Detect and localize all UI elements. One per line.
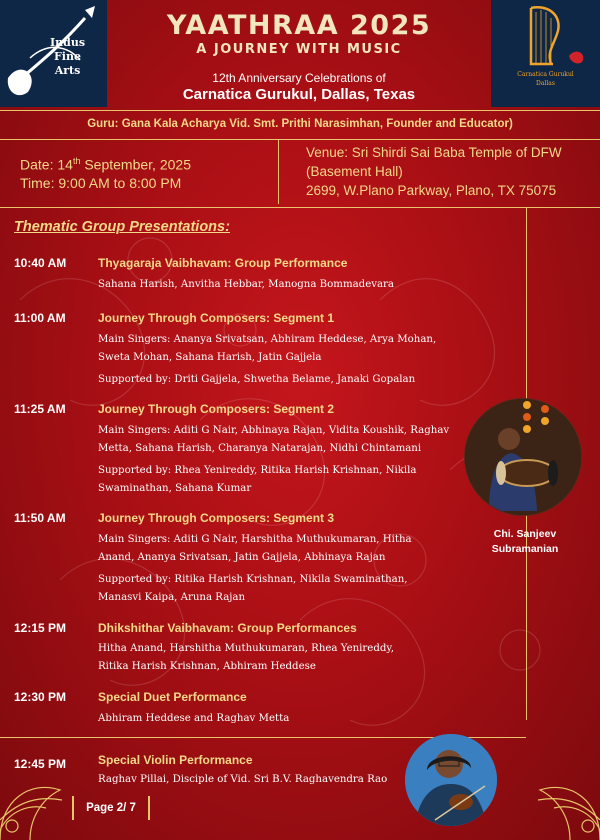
event-5-line-1: Hitha Anand, Harshitha Muthukumaran, Rhea Yenireddy, (98, 643, 395, 654)
event-title-2: Journey Through Composers: Segment 1 (98, 311, 335, 325)
event-date (20, 156, 191, 173)
corner-mandala-right-icon (530, 760, 600, 840)
event-title-1: Thyagaraja Vaibhavam: Group Performance (98, 256, 348, 270)
info-separator (278, 140, 279, 204)
logo-left-line-1: Indus (49, 36, 86, 49)
event-7-line-1: Raghav Pillai, Disciple of Vid. Sri B.V. Raghavendra Rao (98, 774, 388, 785)
venue-line-2: (Basement Hall) (306, 164, 403, 179)
photo-caption (470, 527, 580, 557)
time-slot-1: 10:40 AM (14, 256, 67, 270)
violin-player-icon (405, 734, 497, 826)
page-number: Page 2/ 7 (72, 796, 150, 820)
time-slot-7: 12:45 PM (14, 757, 67, 771)
event-title-6: Special Duet Performance (98, 690, 247, 704)
venue-line-1: Venue: Sri Shirdi Sai Baba Temple of DFW (306, 145, 562, 160)
performer-photo-mridangam (464, 398, 582, 516)
date-suffix: September, 2025 (80, 156, 191, 173)
anniversary-text: 12th Anniversary Celebrations of (212, 71, 386, 85)
event-3-line-2: Metta, Sahana Harish, Charanya Natarajan, Nidhi Chintamani (98, 443, 422, 454)
event-2-line-2: Sweta Mohan, Sahana Harish, Jatin Gajjela (98, 352, 322, 363)
divider-guru (0, 139, 600, 140)
event-3-line-3: Supported by: Rhea Yenireddy, Ritika Harish Krishnan, Nikila (98, 465, 417, 476)
harp-icon (491, 0, 600, 70)
corner-mandala-left-icon (0, 760, 70, 840)
event-title-7: Special Violin Performance (98, 753, 253, 767)
divider-top (0, 110, 600, 111)
guru-text: Guru: Gana Kala Acharya Vid. Smt. Prithi Narasimhan, Founder and Educator) (87, 118, 513, 130)
date-suffix-sup: th (72, 156, 81, 166)
time-slot-4: 11:50 AM (14, 511, 66, 525)
venue-line-3: 2699, W.Plano Parkway, Plano, TX 75075 (306, 183, 557, 198)
event-3-line-1: Main Singers: Aditi G Nair, Abhinaya Rajan, Vidita Koushik, Raghav (98, 425, 450, 436)
time-slot-6: 12:30 PM (14, 690, 67, 704)
event-time: Time: 9:00 AM to 8:00 PM (20, 175, 182, 191)
logo-left-line-3: Arts (54, 64, 81, 77)
event-2-line-3: Supported by: Driti Gajjela, Shwetha Belame, Janaki Gopalan (98, 374, 416, 385)
time-slot-3: 11:25 AM (14, 402, 66, 416)
event-title-4: Journey Through Composers: Segment 3 (98, 511, 335, 525)
caption-line-2: Subramanian (491, 543, 559, 555)
divider-info (0, 207, 600, 208)
event-1-line-1: Sahana Harish, Anvitha Hebbar, Manogna Bommadevara (98, 279, 394, 290)
mridangam-player-icon (465, 399, 581, 515)
time-slot-5: 12:15 PM (14, 621, 67, 635)
event-subtitle: A JOURNEY WITH MUSIC (196, 42, 402, 57)
event-title: YAATHRAA 2025 (166, 10, 432, 41)
logo-right-line-2: Dallas (536, 80, 555, 87)
time-slot-2: 11:00 AM (14, 311, 66, 325)
carnatica-gurukul-logo (491, 0, 600, 107)
event-4-line-3: Supported by: Ritika Harish Krishnan, Nikila Swaminathan, (98, 574, 408, 585)
event-5-line-2: Ritika Harish Krishnan, Abhiram Heddese (98, 661, 316, 672)
logo-right-line-1: Carnatica Gurukul (517, 71, 574, 78)
caption-line-1: Chi. Sanjeev (493, 528, 557, 540)
indus-fine-arts-logo (0, 0, 107, 107)
date-prefix: Date: 14 (20, 156, 73, 173)
event-3-line-4: Swaminathan, Sahana Kumar (98, 483, 252, 494)
event-title-5: Dhikshithar Vaibhavam: Group Performances (98, 621, 357, 635)
event-4-line-2: Anand, Ananya Srivatsan, Jatin Gajjela, Abhinaya Rajan (98, 552, 386, 563)
logo-left-line-2: Fine (54, 50, 81, 63)
performer-photo-violin (405, 734, 497, 826)
event-6-line-1: Abhiram Heddese and Raghav Metta (98, 713, 290, 724)
event-4-line-1: Main Singers: Aditi G Nair, Harshitha Muthukumaran, Hitha (98, 534, 412, 545)
organization-name: Carnatica Gurukul, Dallas, Texas (182, 86, 416, 103)
event-title-3: Journey Through Composers: Segment 2 (98, 402, 335, 416)
event-2-line-1: Main Singers: Ananya Srivatsan, Abhiram Heddese, Arya Mohan, (98, 334, 437, 345)
section-title: Thematic Group Presentations: (14, 219, 230, 235)
event-4-line-4: Manasvi Kaipa, Aruna Rajan (98, 592, 246, 603)
